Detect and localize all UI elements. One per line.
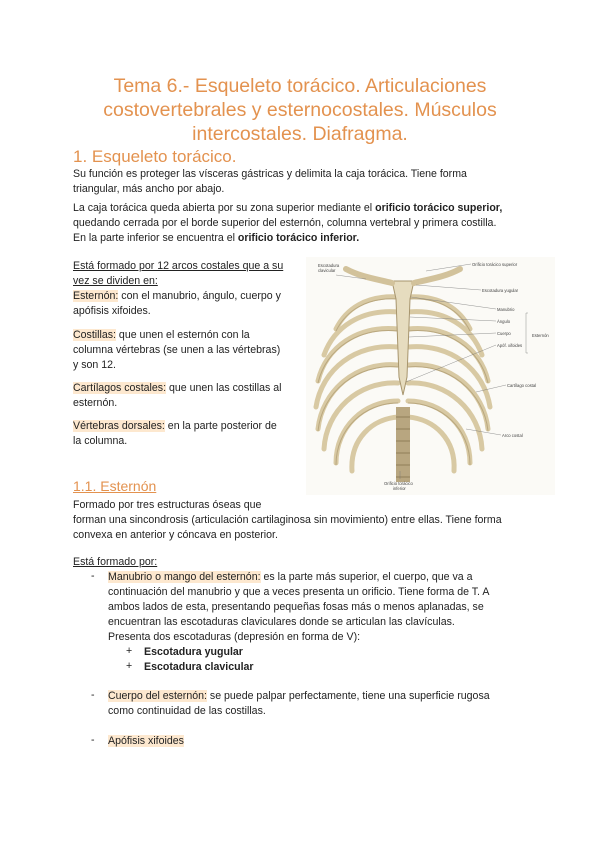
esternon-bracket xyxy=(526,313,528,353)
right-ribs xyxy=(408,297,490,471)
text-span: es la parte más superior, el cuerpo, que va a xyxy=(260,571,473,583)
sub-item-yugular xyxy=(144,645,243,660)
label-manubrio: Manubrio xyxy=(497,307,515,312)
list-bullet: - xyxy=(91,570,95,582)
highlight-term: Esternón: xyxy=(73,290,119,302)
text-line: encuentran las escotaduras claviculares donde se articulan las clavículas. xyxy=(108,616,455,628)
text-line: como continuidad de las costillas. xyxy=(108,705,266,717)
highlight-term: Apófisis xifoides xyxy=(108,735,184,747)
paragraph-costillas xyxy=(73,328,298,373)
text-line: Su función es proteger las vísceras gástricas y delimita la caja torácica. Tiene forma xyxy=(73,168,467,180)
text-line: Está formado por 12 arcos costales que a su xyxy=(73,260,284,272)
text-span: en la parte posterior de xyxy=(164,420,277,432)
text-line xyxy=(73,419,298,434)
text-line xyxy=(108,689,490,704)
text-line xyxy=(73,289,298,304)
subsection-heading: 1.1. Esternón xyxy=(73,478,157,494)
list-item-apofisis xyxy=(108,734,184,749)
text-line: Presenta dos escotaduras (depresión en forma de V): xyxy=(108,631,361,643)
paragraph-vertebras xyxy=(73,419,298,449)
title-line: Tema 6.- Esqueleto torácico. Articulaciones xyxy=(113,75,487,97)
text-line xyxy=(108,570,489,585)
highlight-term: Manubrio o mango del esternón: xyxy=(108,571,261,583)
text-line xyxy=(73,381,298,396)
sternum xyxy=(392,281,414,395)
text-line: ambos lados de esta, presentando pequeñas fosas más o menos aplanadas, se xyxy=(108,601,484,613)
text-line: esternón. xyxy=(73,397,118,409)
bold-term: orificio torácico inferior. xyxy=(237,232,360,244)
paragraph-openings xyxy=(73,201,502,246)
paragraph-function xyxy=(73,167,467,197)
text-span: En la parte inferior se encuentra el xyxy=(73,232,238,244)
text-span: que unen las costillas al xyxy=(166,382,282,394)
highlight-term: Cuerpo del esternón: xyxy=(108,690,207,702)
text-line: y son 12. xyxy=(73,359,116,371)
paragraph-cartilagos xyxy=(73,381,298,411)
text-span: se puede palpar perfectamente, tiene una superficie rugosa xyxy=(206,690,490,702)
text-line: convexa en anterior y cóncava en posterior. xyxy=(73,529,278,541)
list-bullet: - xyxy=(91,689,95,701)
label-esternon: Esternón xyxy=(532,333,549,338)
label-escotadura-clavicular: clavicular xyxy=(318,268,336,273)
label-orificio-inferior: inferior xyxy=(393,486,406,491)
text-line: quedando cerrada por el borde superior del esternón, columna vertebral y primera costilla. xyxy=(73,217,497,229)
rib-cage-illustration xyxy=(306,257,555,495)
paragraph-esternon xyxy=(73,498,502,543)
label-cartilago: Cartílago costal xyxy=(507,383,537,388)
text-line: apófisis xifoides. xyxy=(73,305,151,317)
label-angulo: Ángulo xyxy=(497,319,511,324)
highlight-term: Vértebras dorsales: xyxy=(73,420,165,432)
section-heading: 1. Esqueleto torácico. xyxy=(73,147,237,166)
bold-term: Escotadura yugular xyxy=(144,646,243,658)
text-line xyxy=(73,231,502,246)
title-line: costovertebrales y esternocostales. Músculos xyxy=(103,99,497,121)
text-line: columna vértebras (se unen a las vértebras) xyxy=(73,344,281,356)
text-line: Formado por tres estructuras óseas que xyxy=(73,499,262,511)
list-item-cuerpo xyxy=(108,689,490,719)
sub-bullet: + xyxy=(126,645,133,657)
text-line xyxy=(73,328,298,343)
text-span: La caja torácica queda abierta por su zona superior mediante el xyxy=(73,202,376,214)
list-item-manubrio xyxy=(108,570,489,645)
label-orificio-superior: Orificio torácico superior xyxy=(472,262,518,267)
text-span: que unen el esternón con la xyxy=(115,329,250,341)
highlight-term: Cartílagos costales: xyxy=(73,382,167,394)
rib-cage-drawing xyxy=(306,257,555,495)
text-span: con el manubrio, ángulo, cuerpo y xyxy=(118,290,281,302)
highlight-term: Costillas: xyxy=(73,329,116,341)
label-escotadura-clavicular: Escotadura xyxy=(318,263,340,268)
text-line: forman una sincondrosis (articulación cartilaginosa sin movimiento) entre ellas. Tiene forma xyxy=(73,514,502,526)
label-cuerpo: Cuerpo xyxy=(497,331,511,336)
text-line xyxy=(73,201,502,216)
sub-item-clavicular xyxy=(144,660,254,675)
text-line: triangular, más ancho por abajo. xyxy=(73,183,225,195)
left-ribs xyxy=(316,297,398,471)
sub-bullet: + xyxy=(126,660,133,672)
list-bullet: - xyxy=(91,734,95,746)
bold-term: Escotadura clavicular xyxy=(144,661,254,673)
bold-term: orificio torácico superior, xyxy=(375,202,503,214)
text-line: la columna. xyxy=(73,435,128,447)
label-escotadura-yugular: Escotadura yugular xyxy=(482,288,519,293)
spine xyxy=(396,407,410,482)
formed-by-label: Está formado por: xyxy=(73,556,158,568)
label-arco-costal: Arco costal xyxy=(502,433,523,438)
paragraph-formed-by xyxy=(73,259,298,319)
title-line: intercostales. Diafragma. xyxy=(192,123,408,145)
document-title xyxy=(60,74,540,146)
text-line: continuación del manubrio y que a veces presenta un orificio. Tiene forma de T. A xyxy=(108,586,490,598)
label-orificio-inferior: Orificio torácico xyxy=(384,481,413,486)
label-apofisis: Apóf. xifoides xyxy=(497,343,523,348)
text-line: vez se dividen en: xyxy=(73,275,158,287)
